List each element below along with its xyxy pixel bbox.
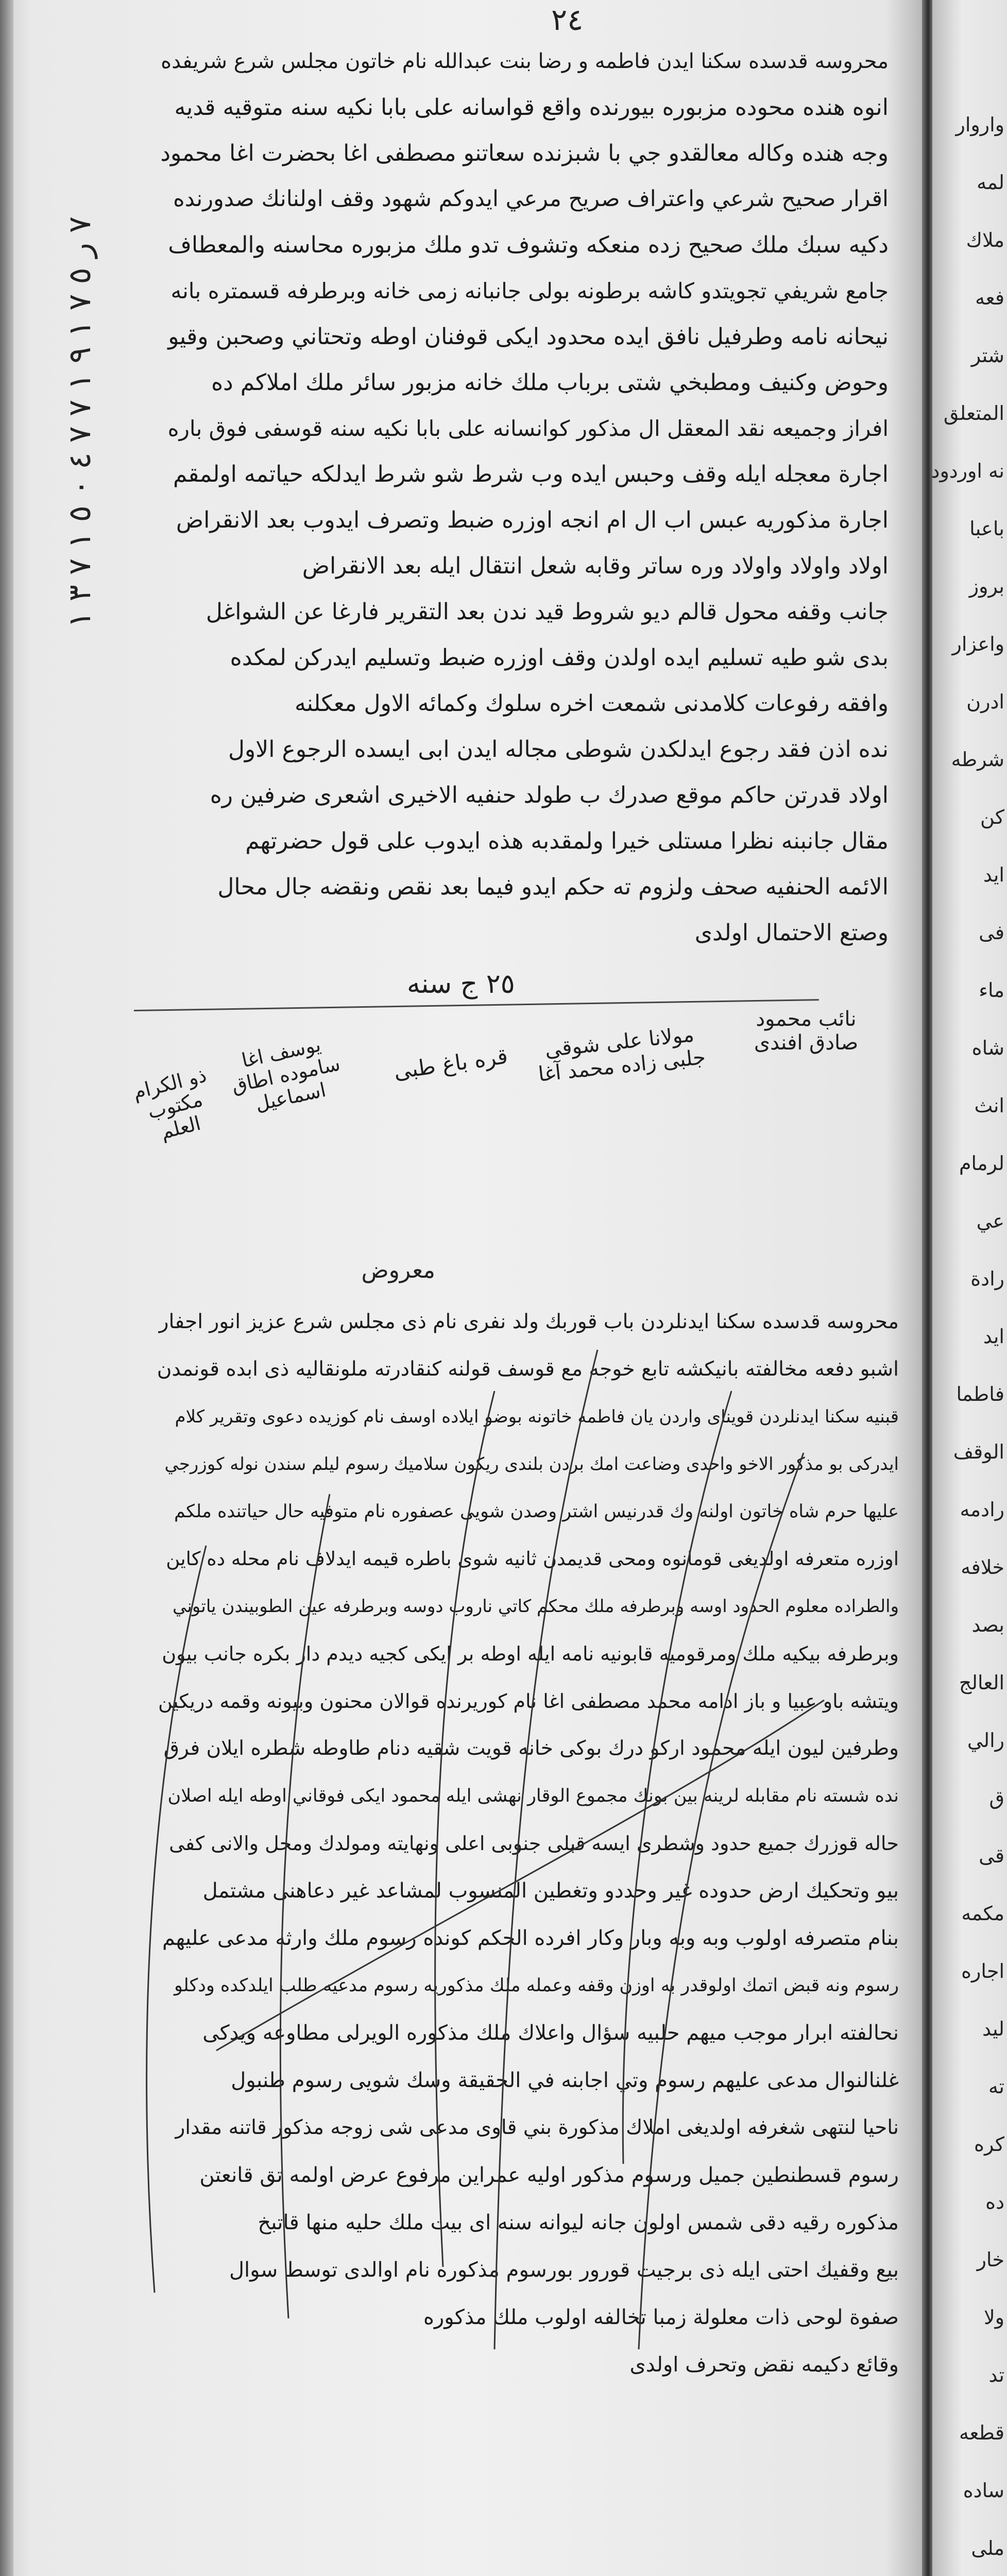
- seal-date: ٢٥ ج سنه: [407, 969, 515, 999]
- entry-two-line: محروسه قدسده سكنا ايدنلردن باب قوربك ولد نفرى نام ذى مجلس شرع عزيز انور اجفار: [159, 1310, 899, 1333]
- right-page-fragment: ليد: [982, 2018, 1004, 2040]
- entry-one-line: اجارة مذكوريه عبس اب ال ام انجه اوزره ضبط وتصرف ايدوب بعد الانقراض: [176, 507, 889, 533]
- right-page-fragment: الوقف: [953, 1440, 1004, 1463]
- entry-one-line: جانب وقفه محول قالم ديو شروط قيد ندن بعد التقرير فارغا عن الشواغل: [206, 599, 889, 625]
- right-page-fragment: نه اوردود: [931, 460, 1004, 482]
- right-page-fragment: شاه: [971, 1037, 1004, 1059]
- right-page-fragment: انث: [974, 1094, 1004, 1117]
- right-page-fragment: رالي: [967, 1729, 1004, 1752]
- entry-one-line: اولاد قدرتن حاكم موقع صدرك ب طولد حنفيه الاخيرى اشعرى ضرفين ره: [210, 782, 889, 808]
- right-page-fragment: كره: [974, 2133, 1004, 2156]
- entry-one-line: اجارة معجله ايله وقف وحبس ايده وب شرط شو شرط ايدلكه حياتمه اولمقم: [173, 461, 889, 487]
- right-page-fragment: تد: [988, 2364, 1004, 2386]
- entry-one-line: وافقه رفوعات كلامدنى شمعت اخره سلوك وكمائه الاول معكلنه: [295, 690, 889, 717]
- right-page-fragment: بصد: [971, 1614, 1004, 1636]
- right-page-fragment: ولا: [983, 2306, 1004, 2329]
- entry-two-line: ناحيا لنتهى شغرفه اولديغى املاك مذكورة بني قاوى مدعى شى زوجه مذكور قاتنه مقدار: [175, 2116, 899, 2139]
- entry-two-line: غلنالنوال مدعى عليهم رسوم وتي اجابنه في الحقيقة وسك شويى رسوم طنبول: [231, 2069, 899, 2092]
- entry-two-line: قبنيه سكنا ايدنلردن قويناى واردن يان فاطمه خاتونه بوضو ايلاده اوسف نام كوزيده دعوى وتقرير كلام: [175, 1406, 899, 1427]
- right-page-fragment: ماء: [979, 979, 1004, 1002]
- entry-two-line: رسوم قسطنطين جميل ورسوم مذكور اوليه عمراين مرفوع عرض اولمه تق قانعتن: [199, 2163, 899, 2187]
- right-page-fragment: المتعلق: [943, 402, 1004, 425]
- right-page-fragment: واعزار: [952, 633, 1004, 655]
- right-page-fragment: ملاك: [966, 229, 1004, 251]
- entry-two-line: اوزره متعرفه اولديغى قومانوه ومحى قديمدن ثانيه شوى باطره قيمه ايدلاف نام محله ده كاين: [166, 1548, 899, 1570]
- right-page-fragment: العالج: [959, 1671, 1004, 1694]
- entry-one-line: انوه هنده محوده مزبوره بيورنده واقع قواسانه على بابا نكيه سنه متوقيه قديه: [174, 94, 889, 121]
- witness-signature: مولانا على شوقى جلبى زاده محمد آغا: [537, 1023, 707, 1087]
- entry-one-line: وجه هنده وكاله معالقدو جي با شبزنده سعاتنو مصطفى اغا بحضرت اغا محمود: [160, 140, 889, 166]
- right-page-fragment: ايد: [983, 1325, 1004, 1348]
- entry-one-line: بدى شو طيه تسليم ايده اولدن وقف اوزره ضبط وتسليم ايدركن لمكده: [230, 645, 889, 671]
- right-page-fragment: عي: [976, 1210, 1004, 1232]
- right-page-fragment: واروار: [955, 113, 1004, 136]
- entry-two-line: رسوم ونه قبض اتمك اولوقدر به اوزن وقفه وعمله ملك مذكوريه رسوم مدعيه طلب ايلدكده ودكلو: [174, 1975, 899, 1996]
- right-page-fragment: قى: [979, 1844, 1004, 1867]
- entry-two-line: وطرفين ليون ايله محمود اركو درك بوكى خانه قويت شقيه دنام طاوطه شطره ايلان فرق: [163, 1737, 899, 1760]
- entry-one-line: وصتع الاحتمال اولدى: [694, 920, 889, 946]
- right-page-fragment: كن: [980, 806, 1004, 828]
- right-page-fragment: ادرن: [966, 690, 1004, 713]
- right-page-fragment: مكمه: [961, 1902, 1004, 1925]
- entry-two-line: اشبو دفعه مخالفته بانيكشه تابع خوجه مع قوسف قولنه كنقادرته ملونقاليه ذى ابده قونمدن: [157, 1358, 899, 1381]
- right-page-fragment: شرطه: [951, 748, 1004, 771]
- witness-signature: ذو الكرام مكتوب العلم: [130, 1063, 209, 1144]
- entry-one-line: نده اذن فقد رجوع ايدلكدن شوطى مجاله ايدن ابى ايسده الرجوع الاول: [228, 736, 889, 762]
- right-page-fragment: بروز: [969, 575, 1004, 598]
- right-page-fragment: لرمام: [959, 1152, 1004, 1175]
- entry-two-line: بيو وتحكيك ارض حدوده غير وحددو وتغطين المنسوب لمشاعد غير دعاهنى مشتمل: [202, 1879, 899, 1903]
- entry-two-line: نده شسته نام مقابله لرينه بين بونك مجموع الوقار نهشى ايله محمود ايكى فوقاني اوطه ايله اصلان: [167, 1786, 899, 1806]
- entry-two-line: نحالفته ابرار موجب ميهم حلبيه سؤال واعلاك ملك مذكوره الويرلى مطاوعه ويدكى: [202, 2021, 899, 2045]
- entry-one-line: نيحانه نامه وطرفيل نافق ايده محدود ايكى قوفنان اوطه وتحتاني وصحبن وقيو: [168, 324, 889, 350]
- right-page-fragment: قطعه: [959, 2421, 1004, 2444]
- margin-note: ٧ ر ٥ ٧ ١ ٩ ١ ٧ ٧ ٤ ٠ ٥ ١ ٧ ٣ ١: [62, 216, 98, 628]
- entry-one-line: وحوض وكنيف ومطبخي شتى برباب ملك خانه مزبور سائر ملك املاكم ده: [211, 369, 889, 396]
- entry-two-line: وقائع دكيمه نقض وتحرف اولدى: [629, 2353, 899, 2377]
- entry-one-line: جامع شريفي تجويتدو كاشه برطونه بولى جانبانه زمى خانه وبرطرفه قسمتره بانه: [170, 278, 889, 303]
- entry-two-line: وبرطرفه بيكيه ملك ومرقوميه قابونيه نامه ايله اوطه بر ايكى كجيه ديدم دار بكره جانب بيون: [162, 1642, 899, 1665]
- entry-two-line: بنام متصرفه اولوب وبه وبه وبار وكار افرده الحكم كونده رسوم ملك وارثه مدعى عليهم: [162, 1926, 899, 1950]
- entry-two-line: عليها حرم شاه خاتون اولنه وك قدرنيس اشتر وصدن شويى عصفوره نام متوفيه حال حياتنده ملكم: [174, 1501, 899, 1522]
- right-page-fragment: ق: [989, 1787, 1004, 1809]
- right-page-fragment: ده: [985, 2191, 1004, 2213]
- witness-signature: يوسف اغا ساموده اطاق اسماعيل: [229, 1033, 343, 1115]
- entry-two-line: مذكوره رقيه دقى شمس اولون جانه ليوانه سنه اى بيت ملك حليه منها قاتبخ: [258, 2211, 899, 2234]
- entry-two-heading: معروض: [361, 1257, 435, 1283]
- witness-signature: نائب محمود صادق افندى: [754, 1007, 859, 1055]
- witness-signature: قره باغ طبى: [392, 1043, 509, 1084]
- right-page-fragment: ملى: [971, 2537, 1004, 2560]
- right-page-fragment: فى: [979, 921, 1004, 944]
- right-page-fragment: خلافه: [961, 1556, 1004, 1579]
- right-page-fragment: شتر: [971, 344, 1004, 367]
- entry-two-line: صفوة لوحى ذات معلولة زمبا تخالفه اولوب ملك مذكوره: [423, 2306, 899, 2329]
- right-page-fragment: رادمه: [960, 1498, 1004, 1521]
- right-page-fragment: ته: [988, 2075, 1004, 2098]
- entry-one-line: محروسه قدسده سكنا ايدن فاطمه و رضا بنت عبدالله نام خاتون مجلس شرع شريفده: [161, 49, 889, 73]
- right-page-fragment: ساده: [963, 2479, 1004, 2502]
- folio-number: ٢٤: [551, 2, 584, 37]
- entry-two-line: ويتشه باو عبيا و باز ادامه محمد مصطفى اغا نام كوريرنده قوالان محنون وبيونه وقمه دريكين: [158, 1690, 899, 1713]
- entry-one-line: مقال جانبنه نظرا مستلى خيرا ولمقدبه هذه ايدوب على قول حضرتهم: [245, 828, 889, 854]
- entry-one-line: دكيه سبك ملك صحيح زده منعكه وتشوف تدو ملك مزبوره محاسنه والمعطاف: [168, 232, 889, 258]
- right-page-fragment: فاطما: [956, 1383, 1004, 1405]
- entry-one-line: افراز وجميعه نقد المعقل ال مذكور كوانسانه على بابا نكيه سنه قوسفى فوق باره: [167, 416, 889, 441]
- entry-one-line: اولاد واولاد واولاد وره ساتر وقابه شعل انتقال ايله بعد الانقراض: [302, 553, 889, 579]
- right-page-fragment: فعه: [975, 286, 1004, 309]
- right-page-fragment: لمه: [977, 171, 1004, 194]
- right-page-fragment: خار: [977, 2248, 1004, 2271]
- right-page-fragment: ايد: [983, 863, 1004, 886]
- right-page-fragment: باعبا: [969, 517, 1004, 540]
- entry-two-line: حاله قوزرك جميع حدود وشطرى ايسه قبلى جنوبى اعلى ونهايته ومولدك ومحل والانى كفى: [169, 1832, 899, 1855]
- entry-two-line: بيع وقفيك احتى ايله ذى برجيت قورور بورسوم مذكوره نام اوالدى توسط سوال: [229, 2258, 899, 2282]
- right-page-fragment: اجاره: [961, 1960, 1004, 1982]
- entry-two-line: ايدركى بو مذكور الاخو واحدى وضاعت امك بردن بلندى ريكون سلاميك رسوم ليلم سندن نوله كوزرجي: [164, 1454, 899, 1475]
- right-page-fragment: رادة: [970, 1267, 1004, 1290]
- entry-two-line: والطراده معلوم الحدود اوسه وبرطرفه ملك محكم كاتي ناروب دوسه وبرطرفه عين الطوبيندن ياتوني: [172, 1596, 899, 1617]
- entry-one-line: اقرار صحيح شرعي واعتراف صريح مرعي ايدوكم شهود وقف اولنانك صدورنده: [173, 186, 889, 212]
- entry-one-line: الائمه الحنفيه صحف ولزوم ته حكم ايدو فيما بعد نقص ونقضه جال محال: [217, 874, 889, 900]
